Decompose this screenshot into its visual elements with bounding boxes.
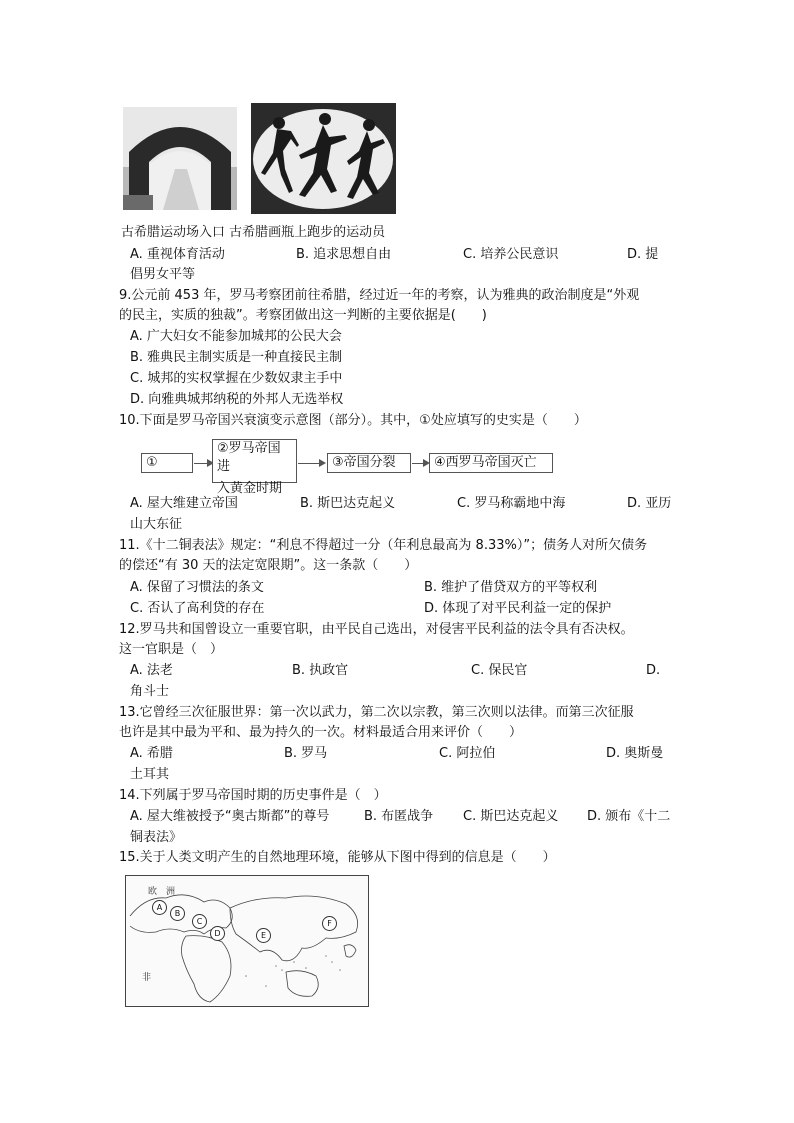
map-marker-b: B — [170, 906, 185, 921]
q9-option-d[interactable]: D. 向雅典城邦纳税的外邦人无选举权 — [130, 392, 344, 407]
flow-box-1 — [141, 453, 193, 473]
map-marker-d: D — [210, 926, 225, 941]
flow-box-2-line2: 入黄金时期 — [217, 481, 283, 496]
world-map — [125, 875, 369, 1007]
q8-option-d[interactable]: D. 提 — [627, 247, 659, 262]
q9-option-b[interactable]: B. 雅典民主制实质是一种直接民主制 — [130, 350, 343, 365]
flow-arrow-3 — [412, 463, 424, 464]
flow-box-4-label: ④西罗马帝国灭亡 — [434, 455, 537, 470]
q11-option-a[interactable]: A. 保留了习惯法的条文 — [130, 580, 264, 595]
q8-option-d-wrap: 倡男女平等 — [130, 267, 196, 282]
q10-option-d[interactable]: D. 亚历 — [627, 496, 672, 511]
q11-stem-line2: 的偿还“有 30 天的法定宽限期”。这一条款（ ） — [119, 558, 418, 573]
q12-option-c[interactable]: C. 保民官 — [471, 663, 528, 678]
stadium-entrance-photo — [123, 107, 237, 210]
q9-stem-line2: 的民主，实质的独裁”。考察团做出这一判断的主要依据是( ) — [119, 308, 487, 323]
flow-box-3 — [327, 453, 411, 473]
flow-box-2 — [212, 439, 297, 496]
q11-option-d[interactable]: D. 体现了对平民利益一定的保护 — [424, 601, 612, 616]
q9-option-a[interactable]: A. 广大妇女不能参加城邦的公民大会 — [130, 329, 342, 344]
flow-arrow-1 — [194, 463, 208, 464]
q13-option-d-wrap: 土耳其 — [130, 767, 170, 782]
q9-option-c[interactable]: C. 城邦的实权掌握在少数奴隶主手中 — [130, 371, 343, 386]
q11-option-b[interactable]: B. 维护了借贷双方的平等权利 — [424, 580, 598, 595]
q10-option-a[interactable]: A. 屋大维建立帝国 — [130, 496, 238, 511]
q10-option-c[interactable]: C. 罗马称霸地中海 — [457, 496, 566, 511]
map-label-africa: 非 — [142, 973, 152, 983]
q8-option-b[interactable]: B. 追求思想自由 — [296, 247, 392, 262]
q13-stem-line1: 13.它曾经三次征服世界：第一次以武力，第二次以宗教，第三次则以法律。而第三次征服 — [119, 705, 634, 720]
q12-option-a[interactable]: A. 法老 — [130, 663, 173, 678]
q11-option-c[interactable]: C. 否认了高利贷的存在 — [130, 601, 265, 616]
q8-option-a[interactable]: A. 重视体育活动 — [130, 247, 225, 262]
q13-stem-line2: 也许是其中最为平和、最为持久的一次。材料最适合用来评价（ ） — [119, 725, 523, 740]
q14-option-c[interactable]: C. 斯巴达克起义 — [463, 809, 559, 824]
images-caption: 古希腊运动场入口 古希腊画瓶上跑步的运动员 — [121, 225, 386, 240]
q15-stem: 15.关于人类文明产生的自然地理环境，能够从下图中得到的信息是（ ） — [119, 850, 556, 865]
vase-runners-photo — [251, 103, 396, 214]
q9-stem-line1: 9.公元前 453 年，罗马考察团前往希腊，经过近一年的考察，认为雅典的政治制度是“外观 — [119, 288, 640, 303]
q12-option-b[interactable]: B. 执政官 — [292, 663, 349, 678]
q10-option-b[interactable]: B. 斯巴达克起义 — [300, 496, 396, 511]
q14-option-b[interactable]: B. 布匿战争 — [364, 809, 434, 824]
flow-box-4 — [429, 453, 553, 473]
map-marker-c: C — [192, 914, 207, 929]
q13-option-b[interactable]: B. 罗马 — [284, 746, 328, 761]
map-marker-e: E — [256, 928, 271, 943]
map-marker-f: F — [322, 916, 337, 931]
q14-option-d-wrap: 铜表法》 — [130, 830, 183, 845]
q14-option-d[interactable]: D. 颁布《十二 — [587, 809, 671, 824]
q12-stem-line2: 这一官职是（ ） — [119, 642, 224, 657]
q10-option-d-wrap: 山大东征 — [130, 517, 183, 532]
q12-option-d-wrap: 角斗士 — [130, 684, 170, 699]
flow-box-1-label: ① — [146, 455, 158, 470]
q8-option-c[interactable]: C. 培养公民意识 — [463, 247, 559, 262]
q12-stem-line1: 12.罗马共和国曾设立一重要官职，由平民自己选出，对侵害平民利益的法令具有否决权。 — [119, 622, 634, 637]
map-marker-a: A — [152, 900, 167, 915]
q12-option-d[interactable]: D. — [646, 663, 661, 678]
q13-option-a[interactable]: A. 希腊 — [130, 746, 173, 761]
q10-stem: 10.下面是罗马帝国兴衰演变示意图（部分）。其中，①处应填写的史实是（ ） — [119, 413, 587, 428]
map-label-europe: 欧 洲 — [148, 887, 176, 897]
flow-arrow-2 — [298, 463, 320, 464]
q13-option-c[interactable]: C. 阿拉伯 — [439, 746, 496, 761]
q14-option-a[interactable]: A. 屋大维被授予“奥古斯都”的尊号 — [130, 809, 330, 824]
flow-box-2-line1: ②罗马帝国进 — [217, 441, 281, 474]
flow-box-3-label: ③帝国分裂 — [332, 455, 396, 470]
q11-stem-line1: 11.《十二铜表法》规定：“利息不得超过一分（年利息最高为 8.33%）”；债务人对所欠债务 — [119, 538, 648, 553]
q13-option-d[interactable]: D. 奥斯曼 — [606, 746, 664, 761]
q14-stem: 14.下列属于罗马帝国时期的历史事件是（ ） — [119, 788, 387, 803]
